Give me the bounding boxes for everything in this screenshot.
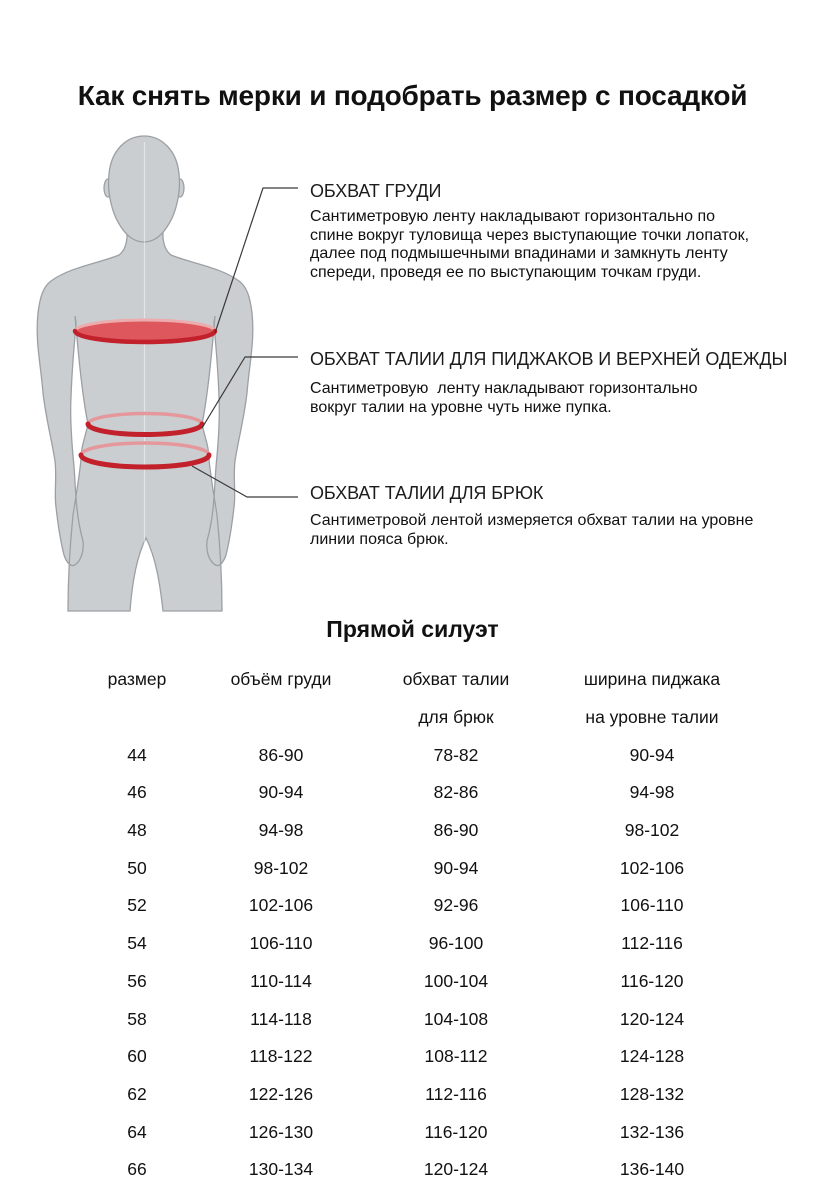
size-cell: 44: [127, 744, 147, 765]
measurement-description-line: далее под подмышечными впадинами и замкнуть ленту: [310, 245, 728, 263]
size-cell: 108-112: [424, 1046, 488, 1067]
size-cell: 92-96: [433, 895, 479, 916]
size-cell: 118-122: [249, 1046, 313, 1067]
size-cell: 110-114: [250, 970, 312, 991]
size-table-header-cell: объём груди: [230, 669, 332, 690]
size-cell: 58: [127, 1008, 147, 1029]
measurement-description: [310, 380, 787, 417]
size-cell: 136-140: [619, 1159, 685, 1180]
size-cell: 90-94: [258, 782, 304, 803]
measurement-block: [310, 482, 753, 549]
size-table-body: [78, 736, 758, 1188]
size-table-header-cell: ширина пиджака: [583, 669, 721, 690]
size-cell: 116-120: [424, 1121, 488, 1142]
size-cell: 78-82: [433, 744, 479, 765]
measurement-description-line: линии пояса брюк.: [310, 530, 449, 548]
size-cell: 114-118: [250, 1008, 312, 1029]
size-cell: 86-90: [258, 744, 304, 765]
size-cell: 102-106: [619, 857, 685, 878]
size-cell: 64: [127, 1121, 147, 1142]
size-row: [78, 849, 758, 887]
size-table-header-row: [78, 661, 758, 699]
size-cell: 98-102: [624, 820, 680, 841]
page-title: Как снять мерки и подобрать размер с посадкой: [77, 80, 748, 111]
size-cell: 52: [127, 895, 147, 916]
size-cell: 94-98: [629, 782, 675, 803]
size-table: [78, 661, 758, 1189]
size-cell: 120-124: [423, 1159, 489, 1180]
measurement-description-line: спереди, проведя ее по выступающим точкам груди.: [310, 263, 702, 281]
size-table-header-cell: размер: [107, 669, 167, 690]
size-cell: 128-132: [619, 1083, 685, 1104]
measurement-description-line: Сантиметровую ленту накладывают горизонтально: [310, 380, 698, 397]
measurement-block: [310, 180, 749, 282]
size-cell: 96-100: [428, 933, 484, 954]
size-table-header: [78, 661, 758, 736]
size-cell: 60: [127, 1046, 147, 1067]
size-row: [78, 774, 758, 812]
size-cell: 66: [127, 1159, 147, 1180]
size-cell: 124-128: [619, 1046, 685, 1067]
body-measurement-figure: [0, 130, 310, 612]
size-table-header-row: [78, 699, 758, 737]
measurement-description-line: вокруг талии на уровне чуть ниже пупка.: [310, 398, 612, 416]
size-cell: 122-126: [248, 1083, 314, 1104]
size-cell: 62: [127, 1083, 147, 1104]
measurement-description-line: Сантиметровой лентой измеряется обхват талии на уровне: [310, 512, 754, 529]
size-table-header-cell: [78, 699, 196, 737]
size-cell: 100-104: [423, 970, 489, 991]
size-cell: 98-102: [253, 857, 309, 878]
size-cell: 102-106: [248, 895, 314, 916]
measurement-block: [310, 348, 787, 417]
size-cell: 86-90: [433, 820, 479, 841]
size-table-header-cell: обхват талии: [402, 669, 510, 690]
size-cell: 90-94: [629, 744, 675, 765]
size-cell: 90-94: [433, 857, 479, 878]
size-cell: 104-108: [423, 1008, 489, 1029]
size-row: [78, 925, 758, 963]
size-cell: 112-116: [621, 933, 683, 954]
size-cell: 82-86: [433, 782, 479, 803]
size-cell: 130-134: [248, 1159, 314, 1180]
size-table-title: Прямой силуэт: [326, 616, 499, 642]
size-row: [78, 1113, 758, 1151]
size-cell: 120-124: [619, 1008, 685, 1029]
size-cell: 126-130: [248, 1121, 314, 1142]
measurement-label: ОБХВАТ ТАЛИИ ДЛЯ БРЮК: [310, 483, 544, 503]
measurement-label: ОБХВАТ ТАЛИИ ДЛЯ ПИДЖАКОВ И ВЕРХНЕЙ ОДЕЖДЫ: [310, 349, 788, 369]
size-row: [78, 1038, 758, 1076]
size-cell: 132-136: [619, 1121, 685, 1142]
size-row: [78, 963, 758, 1001]
size-row: [78, 736, 758, 774]
size-cell: 48: [127, 820, 147, 841]
measurement-label: ОБХВАТ ГРУДИ: [310, 181, 442, 201]
size-table-header-cell: на уровне талии: [585, 707, 719, 728]
measurement-description-line: спине вокруг туловища через выступающие точки лопаток,: [310, 226, 750, 244]
size-table-header-cell: для брюк: [418, 707, 494, 728]
size-cell: 106-110: [249, 933, 313, 954]
size-cell: 54: [127, 933, 147, 954]
size-cell: 46: [127, 782, 147, 803]
measurement-description: [310, 512, 753, 549]
size-row: [78, 887, 758, 925]
size-row: [78, 812, 758, 850]
size-cell: 106-110: [620, 895, 684, 916]
measurement-description-line: Сантиметровую ленту накладывают горизонтально по: [310, 208, 716, 225]
size-cell: 112-116: [425, 1083, 487, 1104]
size-row: [78, 1151, 758, 1189]
size-table-header-cell: [196, 699, 366, 737]
size-row: [78, 1000, 758, 1038]
size-cell: 56: [127, 970, 147, 991]
size-cell: 50: [127, 857, 147, 878]
size-table-section: [78, 661, 758, 1189]
size-cell: 94-98: [258, 820, 304, 841]
size-cell: 116-120: [620, 970, 684, 991]
size-row: [78, 1076, 758, 1114]
measurement-description: [310, 208, 749, 282]
